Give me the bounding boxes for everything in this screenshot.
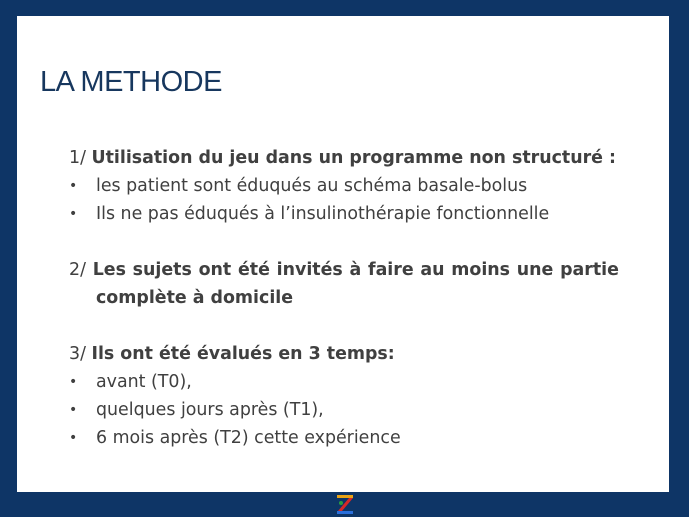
section-3-bullet-2: quelques jours après (T1), xyxy=(96,400,324,420)
section-3-bullet-1: avant (T0), xyxy=(96,372,192,392)
section-2-continuation: complète à domicile xyxy=(96,288,294,308)
section-3-number: 3/ xyxy=(69,344,86,364)
list-item xyxy=(69,396,619,424)
section-3-heading xyxy=(69,340,619,368)
spacer xyxy=(69,228,619,256)
bullet-icon: • xyxy=(69,402,78,418)
section-3-bullet-3: 6 mois après (T2) cette expérience xyxy=(96,428,401,448)
section-1-bullet-2: Ils ne pas éduqués à l’insulinothérapie fonctionnelle xyxy=(96,204,550,224)
section-1-bullet-1: les patient sont éduqués au schéma basale-bolus xyxy=(96,176,528,196)
section-2-word: au xyxy=(420,260,445,280)
list-item xyxy=(69,172,619,200)
institution-logo-icon xyxy=(335,494,355,515)
logo-bar-bottom xyxy=(337,511,353,514)
slide xyxy=(17,16,669,492)
section-3-title: Ils ont été évalués en 3 temps: xyxy=(91,344,395,364)
section-2-word: faire xyxy=(368,260,414,280)
section-2-word: moins xyxy=(451,260,511,280)
section-2-word: partie xyxy=(560,260,619,280)
section-2-word: été xyxy=(237,260,270,280)
bullet-icon: • xyxy=(69,430,78,446)
list-item xyxy=(69,200,619,228)
list-item xyxy=(69,424,619,452)
section-2-word: Les xyxy=(92,260,126,280)
bullet-icon: • xyxy=(69,206,78,222)
section-2-heading xyxy=(69,256,619,284)
logo-bar-top xyxy=(337,495,353,498)
slide-title: LA METHODE xyxy=(40,66,222,98)
slide-body xyxy=(69,144,619,452)
section-2-word: ont xyxy=(198,260,232,280)
section-2-number: 2/ xyxy=(69,260,86,280)
section-2-word: à xyxy=(349,260,362,280)
section-2-heading-line-2 xyxy=(69,284,619,312)
section-2-word: sujets xyxy=(132,260,192,280)
bullet-icon: • xyxy=(69,178,78,194)
list-item xyxy=(69,368,619,396)
spacer xyxy=(69,312,619,340)
section-1-title: Utilisation du jeu dans un programme non structuré : xyxy=(91,148,616,168)
section-2-word: invités xyxy=(276,260,343,280)
section-1-heading xyxy=(69,144,619,172)
section-1-number: 1/ xyxy=(69,148,86,168)
section-2-word: une xyxy=(516,260,554,280)
bullet-icon: • xyxy=(69,374,78,390)
logo-dot xyxy=(339,501,343,505)
